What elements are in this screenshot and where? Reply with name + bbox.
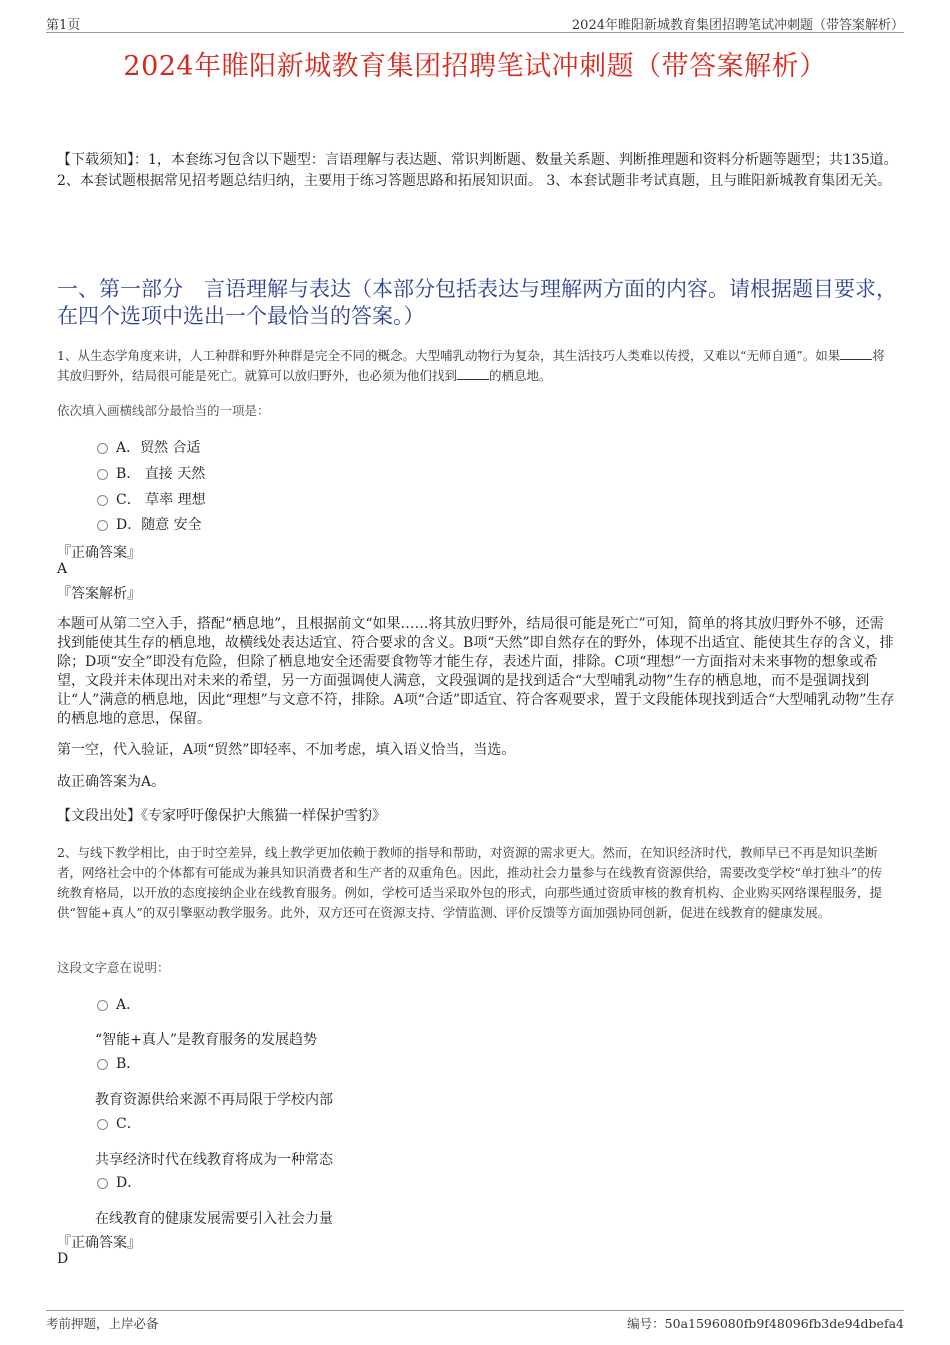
q1-answer-label: 『正确答案』 — [57, 545, 141, 561]
q2-option-b-text: 教育资源供给来源不再局限于学校内部 — [95, 1092, 333, 1108]
q1-option-d[interactable]: D．随意 安全 — [97, 514, 202, 534]
radio-icon[interactable] — [97, 1119, 108, 1130]
radio-icon[interactable] — [97, 520, 108, 531]
q1-source: 【文段出处】《专家呼吁像保护大熊猫一样保护雪豹》 — [57, 808, 386, 824]
radio-icon[interactable] — [97, 1000, 108, 1011]
section-heading: 一、第一部分 言语理解与表达（本部分包括表达与理解两方面的内容。请根据题目要求，在四个选项中选出一个最恰当的答案。） — [57, 277, 897, 328]
page-number: 第1页 — [46, 18, 81, 33]
q1-option-c[interactable]: C． 草率 理想 — [97, 489, 206, 509]
page-footer — [46, 1310, 904, 1332]
q2-answer: D — [57, 1251, 69, 1267]
q2-option-c-text: 共享经济时代在线教育将成为一种常态 — [95, 1152, 333, 1168]
q1-analysis-3: 故正确答案为A。 — [57, 774, 166, 790]
radio-icon[interactable] — [97, 1178, 108, 1189]
q1-answer: A — [57, 561, 68, 577]
question-1-prompt: 依次填入画横线部分最恰当的一项是： — [57, 403, 270, 418]
footer-slogan: 考前押题，上岸必备 — [46, 1316, 159, 1331]
download-notice: 【下载须知】：1，本套练习包含以下题型：言语理解与表达题、常识判断题、数量关系题、判断推理题和资料分析题等题型；共135道。 2、本套试题根据常见招考题总结归纳，主要用于练习答题思路和拓展知识面。 3、本套试题非考试真题，且与睢阳新城教育集团无关。 — [57, 152, 898, 189]
question-1-text: 1、从生态学角度来讲，人工种群和野外种群是完全不同的概念。大型哺乳动物行为复杂，其生活技巧人类难以传授，又难以“无师自通”。如果 将其放归野外，结局很可能是死亡。就算可以放归野外，也必须为他们找到 的栖息地。 — [57, 348, 885, 383]
footer-serial: 编号：50a1596080fb9f48096fb3de94dbefa4 — [627, 1316, 904, 1331]
question-2-prompt: 这段文字意在说明： — [57, 960, 170, 975]
q1-analysis: 本题可从第二空入手，搭配“栖息地”，且根据前文“如果……将其放归野外，结局很可能是死亡”可知，简单的将其放归野外不够，还需找到能使其生存的栖息地，故横线处表达适宜、符合要求的含义。B项“天然”即自然存在的野外，体现不出适宜、能使其生存的含义，排除；D项“安全”即没有危险，但除了栖息地安全还需要食物等才能生存，表述片面，排除。C项“理想”一方面指对未来事物的想象或希望，文段并未体现出对未来的希望，另一方面强调使人满意，文段强调的是找到适合“大型哺乳动物”生存的栖息地，而不是强调找到让“人”满意的栖息地，因此“理想”与文意不符，排除。A项“合适”即适宜、符合客观要求，置于文段能体现找到适合“大型哺乳动物”生存的栖息地的意思，保留。 — [57, 616, 895, 727]
radio-icon[interactable] — [97, 1059, 108, 1070]
radio-icon[interactable] — [97, 469, 108, 480]
radio-icon[interactable] — [97, 443, 108, 454]
q1-option-a[interactable]: A．贸然 合适 — [97, 437, 201, 457]
document-title: 2024年睢阳新城教育集团招聘笔试冲刺题（带答案解析） — [123, 51, 827, 82]
header-title: 2024年睢阳新城教育集团招聘笔试冲刺题（带答案解析） — [571, 18, 904, 33]
q1-option-b[interactable]: B． 直接 天然 — [97, 463, 205, 483]
question-2-text: 2、与线下教学相比，由于时空差异，线上教学更加依赖于教师的指导和帮助，对资源的需求更大。然而，在知识经济时代，教师早已不再是知识垄断者，网络社会中的个体都有可能成为兼具知识消费者和生产者的双重角色。因此，推动社会力量参与在线教育资源供给，需要改变学校“单打独斗”的传统教育格局，以开放的态度接纳企业在线教育服务。例如，学校可适当采取外包的形式，向那些通过资质审核的教育机构、企业购买网络课程服务，提供“智能+真人”的双引擎驱动教学服务。此外，双方还可在资源支持、学情监测、评价反馈等方面加强协同创新，促进在线教育的健康发展。 — [57, 845, 883, 920]
blank-2 — [457, 367, 489, 380]
page-header — [46, 14, 904, 33]
q2-option-a[interactable]: A． — [97, 994, 140, 1014]
q1-analysis-2: 第一空，代入验证，A项“贸然”即轻率、不加考虑，填入语义恰当，当选。 — [57, 742, 516, 758]
q2-option-c[interactable]: C． — [97, 1113, 141, 1133]
q1-analysis-label: 『答案解析』 — [57, 586, 141, 602]
radio-icon[interactable] — [97, 495, 108, 506]
blank-1 — [840, 347, 872, 360]
q2-option-a-text: “智能+真人”是教育服务的发展趋势 — [95, 1032, 318, 1048]
q2-answer-label: 『正确答案』 — [57, 1235, 141, 1251]
q2-option-d-text: 在线教育的健康发展需要引入社会力量 — [95, 1211, 333, 1227]
q2-option-d[interactable]: D． — [97, 1172, 141, 1192]
q2-option-b[interactable]: B． — [97, 1053, 140, 1073]
